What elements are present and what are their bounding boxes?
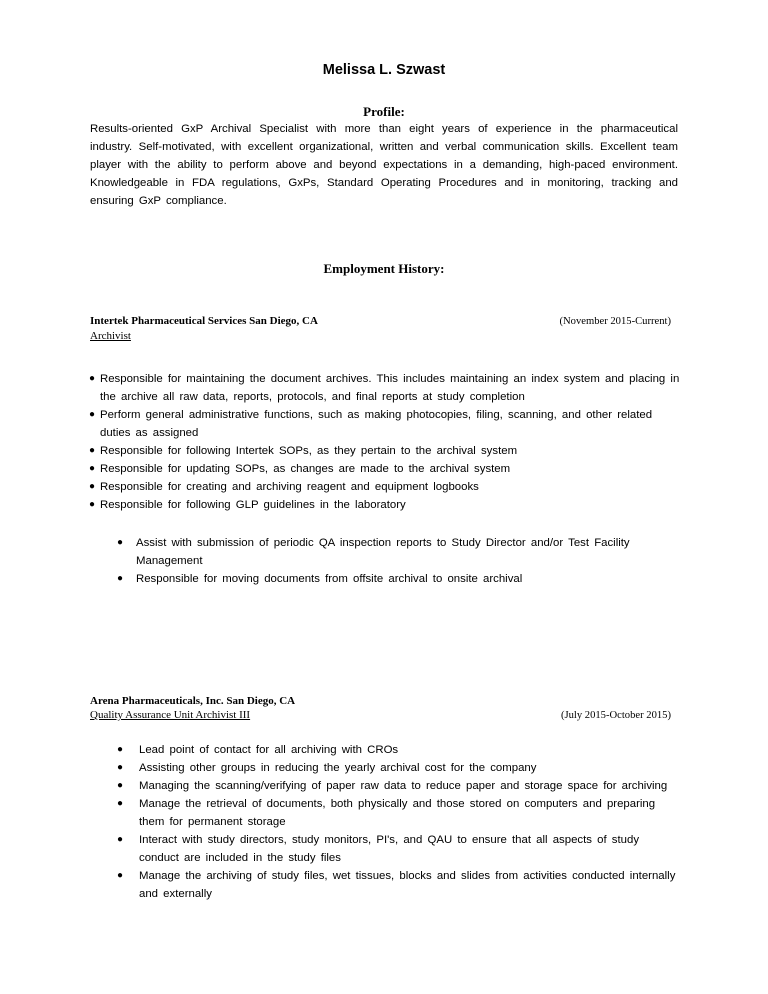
bullet-icon: ● <box>89 499 96 510</box>
list-item: ● Assist with submission of periodic QA inspection reports to Study Director and/or Test Facility Management <box>136 534 680 570</box>
job-2-company: Arena Pharmaceuticals, Inc. San Diego, CA <box>90 695 296 707</box>
bullet-icon: ● <box>89 481 96 492</box>
list-item: ● Manage the retrieval of documents, both physically and those stored on computers and preparing them for permanent storage <box>139 795 681 831</box>
bullet-icon: ● <box>89 409 96 420</box>
list-item: ● Lead point of contact for all archiving with CROs <box>139 741 681 759</box>
bullet-icon: ● <box>117 870 124 881</box>
job-1-responsibilities <box>89 370 680 514</box>
list-item: ● Responsible for following GLP guidelines in the laboratory <box>100 496 680 514</box>
list-item: ● Managing the scanning/verifying of paper raw data to reduce paper and storage space for archiving <box>139 777 681 795</box>
job-2-dates: (July 2015-October 2015) <box>560 710 671 721</box>
job-1-company: Intertek Pharmaceutical Services San Diego, CA <box>90 315 318 327</box>
job-2-responsibilities <box>117 741 681 903</box>
bullet-icon: ● <box>117 834 124 845</box>
bullet-icon: ● <box>117 780 124 791</box>
bullet-icon: ● <box>117 762 124 773</box>
list-item: ● Responsible for creating and archiving reagent and equipment logbooks <box>100 478 680 496</box>
job-2-role: Quality Assurance Unit Archivist III <box>90 709 251 721</box>
list-item: ● Assisting other groups in reducing the yearly archival cost for the company <box>139 759 681 777</box>
profile-summary: Results-oriented GxP Archival Specialist with more than eight years of experience in the pharmaceutical industry. Self-motivated, with excellent organizational, written and verbal communication skills. Excellent team player with the ability to perform above and beyond expectations in a demanding, high-paced environment. Knowledgeable in FDA regulations, GxPs, Standard Operating Procedures and in monitoring, tracking and ensuring GxP compliance. <box>90 123 678 207</box>
bullet-icon: ● <box>117 744 124 755</box>
bullet-icon: ● <box>117 798 124 809</box>
bullet-icon: ● <box>89 463 96 474</box>
list-item: ● Responsible for updating SOPs, as changes are made to the archival system <box>100 460 680 478</box>
list-item: ● Perform general administrative functions, such as making photocopies, filing, scanning, and other related duties as assigned <box>100 406 680 442</box>
bullet-icon: ● <box>89 373 96 384</box>
employment-heading: Employment History: <box>323 261 445 276</box>
profile-heading: Profile: <box>363 104 405 119</box>
job-1-role: Archivist <box>90 330 131 342</box>
list-item: ● Manage the archiving of study files, wet tissues, blocks and slides from activities conducted internally and externally <box>139 867 681 903</box>
job-1-dates: (November 2015-Current) <box>559 316 671 327</box>
bullet-icon: ● <box>117 573 124 584</box>
job-1-sub-responsibilities <box>117 534 680 588</box>
list-item: ● Interact with study directors, study monitors, PI's, and QAU to ensure that all aspects of study conduct are included in the study files <box>139 831 681 867</box>
candidate-name: Melissa L. Szwast <box>322 62 446 78</box>
list-item: ● Responsible for following Intertek SOPs, as they pertain to the archival system <box>100 442 680 460</box>
bullet-icon: ● <box>117 537 124 548</box>
bullet-icon: ● <box>89 445 96 456</box>
list-item: ● Responsible for moving documents from offsite archival to onsite archival <box>136 570 680 588</box>
list-item: ● Responsible for maintaining the document archives. This includes maintaining an index system and placing in the archive all raw data, reports, protocols, and final reports at study completion <box>100 370 680 406</box>
